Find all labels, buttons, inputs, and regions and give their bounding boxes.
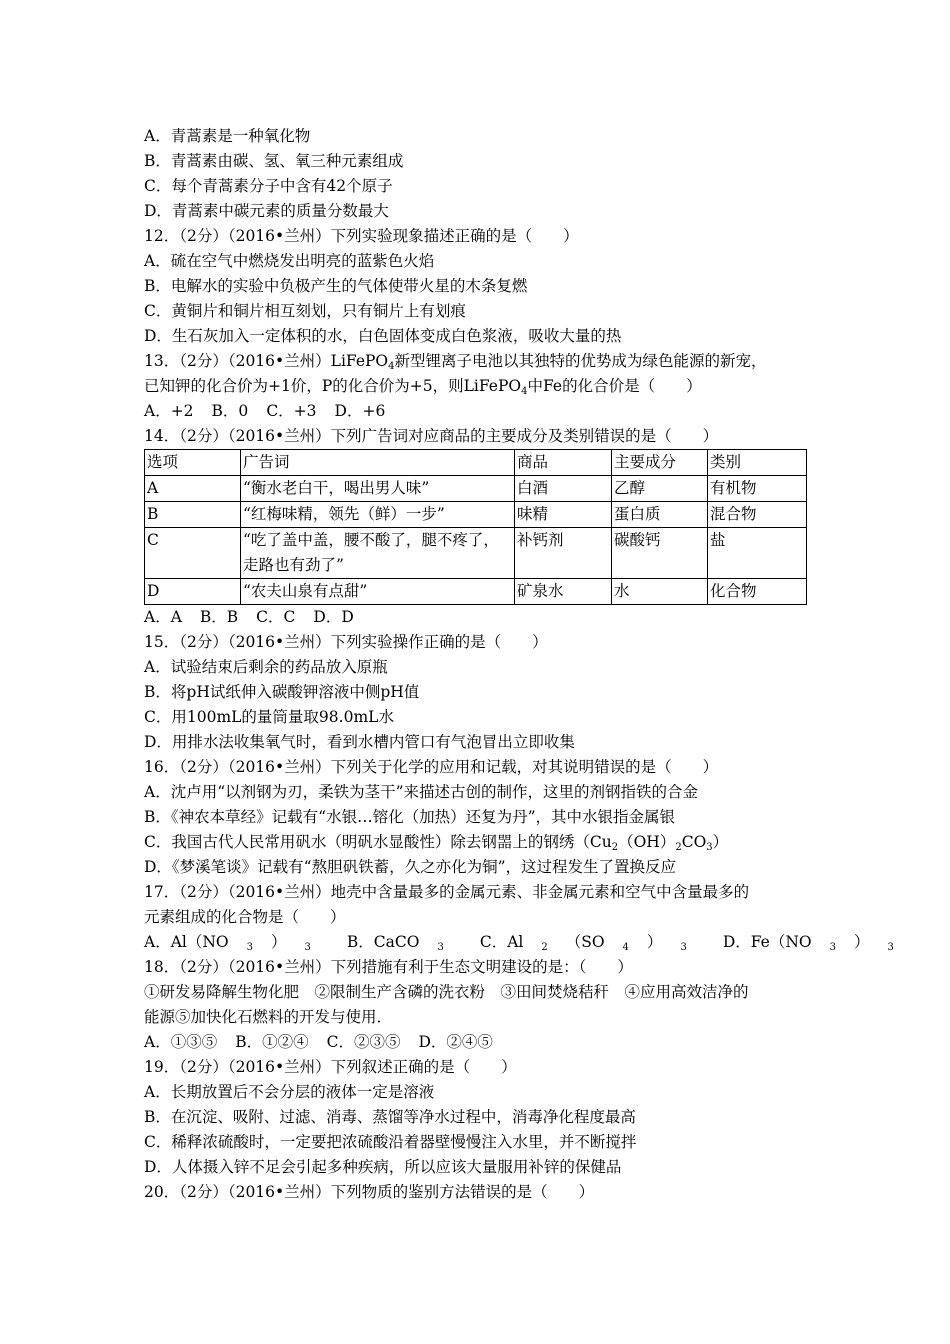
table-row: [145, 502, 807, 528]
q18-body-line1: ①研发易降解生物化肥 ②限制生产含磷的洗衣粉 ③田间焚烧秸秆 ④应用高效洁净的: [144, 983, 749, 1001]
q16-stem: 16．（2分）（2016•兰州）下列关于化学的应用和记载，对其说明错误的是（ ）: [144, 758, 719, 776]
q14-stem: 14．（2分）（2016•兰州）下列广告词对应商品的主要成分及类别错误的是（ ）: [144, 427, 719, 445]
q19-stem: 19．（2分）（2016•兰州）下列叙述正确的是（ ）: [144, 1058, 517, 1076]
q16-option-d: D．《梦溪笔谈》记载有“熬胆矾铁蓄，久之亦化为铜”，这过程发生了置换反应: [144, 858, 677, 876]
q17-options: [144, 930, 894, 955]
table-cell: 蛋白质: [612, 502, 708, 528]
q17-stem-line2: 元素组成的化合物是（ ）: [144, 908, 346, 926]
table-row: [145, 476, 807, 502]
table-cell: 味精: [515, 502, 612, 528]
q18-body-line2: 能源⑤加快化石燃料的开发与使用．: [144, 1008, 393, 1026]
table-row: [145, 579, 807, 605]
table-cell: “吃了盖中盖，腰不酸了，腿不疼了，走路也有劲了”: [241, 528, 515, 579]
table-cell: B: [145, 502, 241, 528]
q12-option-b: B．电解水的实验中负极产生的气体使带火星的木条复燃: [144, 277, 528, 295]
q11-option-d: D．青蒿素中碳元素的质量分数最大: [144, 202, 389, 220]
table-header-row: [145, 450, 807, 476]
q12-stem: 12．（2分）（2016•兰州）下列实验现象描述正确的是（ ）: [144, 227, 579, 245]
q13-options: [144, 399, 808, 424]
table-cell: 补钙剂: [515, 528, 612, 579]
q11-option-c: C．每个青蒿素分子中含有42个原子: [144, 177, 393, 195]
header-cell: 选项: [145, 450, 241, 476]
table-row: [145, 528, 807, 579]
q18-option-b: B．①②④: [235, 1033, 309, 1051]
q17-option-b: B．CaCO 3: [346, 933, 444, 953]
table-cell: D: [145, 579, 241, 605]
q15-option-a: A．试验结束后剩余的药品放入原瓶: [144, 658, 388, 676]
table-cell: 矿泉水: [515, 579, 612, 605]
q19-option-c: C．稀释浓硫酸时，一定要把浓硫酸沿着器壁慢慢注入水里，并不断搅拌: [144, 1133, 637, 1151]
q19-option-d: D．人体摄入锌不足会引起多种疾病，所以应该大量服用补锌的保健品: [144, 1158, 622, 1176]
q12-option-d: D．生石灰加入一定体积的水，白色固体变成白色浆液，吸收大量的热: [144, 327, 622, 345]
q18-option-a: A．①③⑤: [144, 1033, 218, 1051]
table-cell: A: [145, 476, 241, 502]
q17-option-d: D．Fe（NO 3 ） 3: [722, 933, 894, 953]
table-cell: 白酒: [515, 476, 612, 502]
q14-option-d: D．D: [313, 608, 354, 626]
q13-option-c: C．+3: [266, 402, 317, 420]
header-cell: 广告词: [241, 450, 515, 476]
q14-option-a: A．A: [144, 608, 182, 626]
q18-option-d: D．②④⑤: [418, 1033, 493, 1051]
table-cell: “红梅味精，领先（鲜）一步”: [241, 502, 515, 528]
q18-stem: 18．（2分）（2016•兰州）下列措施有利于生态文明建设的是：（ ）: [144, 958, 633, 976]
table-cell: “衡水老白干，喝出男人味”: [241, 476, 515, 502]
table-cell: 化合物: [708, 579, 807, 605]
q13-option-d: D．+6: [334, 402, 386, 420]
question-list: [144, 124, 894, 1205]
q15-option-b: B．将pH试纸伸入碳酸钾溶液中侧pH值: [144, 683, 420, 701]
q19-option-a: A．长期放置后不会分层的液体一定是溶液: [144, 1083, 435, 1101]
table-cell: 碳酸钙: [612, 528, 708, 579]
q13-option-b: B．0: [211, 402, 249, 420]
table-cell: 盐: [708, 528, 807, 579]
q11-option-a: A．青蒿素是一种氧化物: [144, 127, 311, 145]
q16-option-a: A．沈卢用“以剂钢为刃，柔铁为茎干”来描述古创的制作，这里的剂钢指铁的合金: [144, 783, 699, 801]
q15-option-d: D．用排水法收集氧气时，看到水槽内管口有气泡冒出立即收集: [144, 733, 575, 751]
q19-option-b: B．在沉淀、吸附、过滤、消毒、蒸馏等净水过程中，消毒净化程度最高: [144, 1108, 636, 1126]
table-cell: C: [145, 528, 241, 579]
q13-stem-line2: 已知钾的化合价为+1价，P的化合价为+5，则LiFePO$_4$中Fe的化合价是（ ）: [144, 377, 702, 397]
q18-option-c: C．②③⑤: [326, 1033, 401, 1051]
table-cell: “农夫山泉有点甜”: [241, 579, 515, 605]
q14-option-b: B．B: [199, 608, 239, 626]
q16-option-b: B．《神农本草经》记载有“水银…镕化（加热）还复为丹”，其中水银指金属银: [144, 808, 675, 826]
header-cell: 商品: [515, 450, 612, 476]
q18-options: [144, 1030, 808, 1055]
q14-options: [144, 605, 808, 630]
header-cell: 类别: [708, 450, 807, 476]
q17-option-a: A．Al（NO 3 ） 3: [144, 933, 311, 953]
q15-option-c: C．用100mL的量筒量取98.0mL水: [144, 708, 394, 726]
q13-option-a: A．+2: [144, 402, 194, 420]
table-cell: 混合物: [708, 502, 807, 528]
q14-option-c: C．C: [256, 608, 296, 626]
q14-table: [144, 449, 807, 605]
q15-stem: 15．（2分）（2016•兰州）下列实验操作正确的是（ ）: [144, 633, 548, 651]
q13-stem-line1: 13．（2分）（2016•兰州）LiFePO$_4$新型锂离子电池以其独特的优势成为绿色能源的新宠，: [144, 352, 767, 372]
header-cell: 主要成分: [612, 450, 708, 476]
q17-option-c: C．Al 2 （SO 4 ） 3: [479, 933, 687, 953]
table-cell: 水: [612, 579, 708, 605]
table-cell: 乙醇: [612, 476, 708, 502]
q12-option-c: C．黄铜片和铜片相互刻划，只有铜片上有划痕: [144, 302, 466, 320]
q12-option-a: A．硫在空气中燃烧发出明亮的蓝紫色火焰: [144, 252, 435, 270]
q11-option-b: B．青蒿素由碳、氢、氧三种元素组成: [144, 152, 404, 170]
q17-stem-line1: 17．（2分）（2016•兰州）地壳中含量最多的金属元素、非金属元素和空气中含量最多的: [144, 883, 750, 901]
q16-option-c: C．我国古代人民常用矾水（明矾水显酸性）除去钢噐上的钢绣$(Cu_2(OH)_2CO_3)$: [144, 833, 729, 853]
q20-stem: 20．（2分）（2016•兰州）下列物质的鉴别方法错误的是（ ）: [144, 1183, 595, 1201]
table-cell: 有机物: [708, 476, 807, 502]
